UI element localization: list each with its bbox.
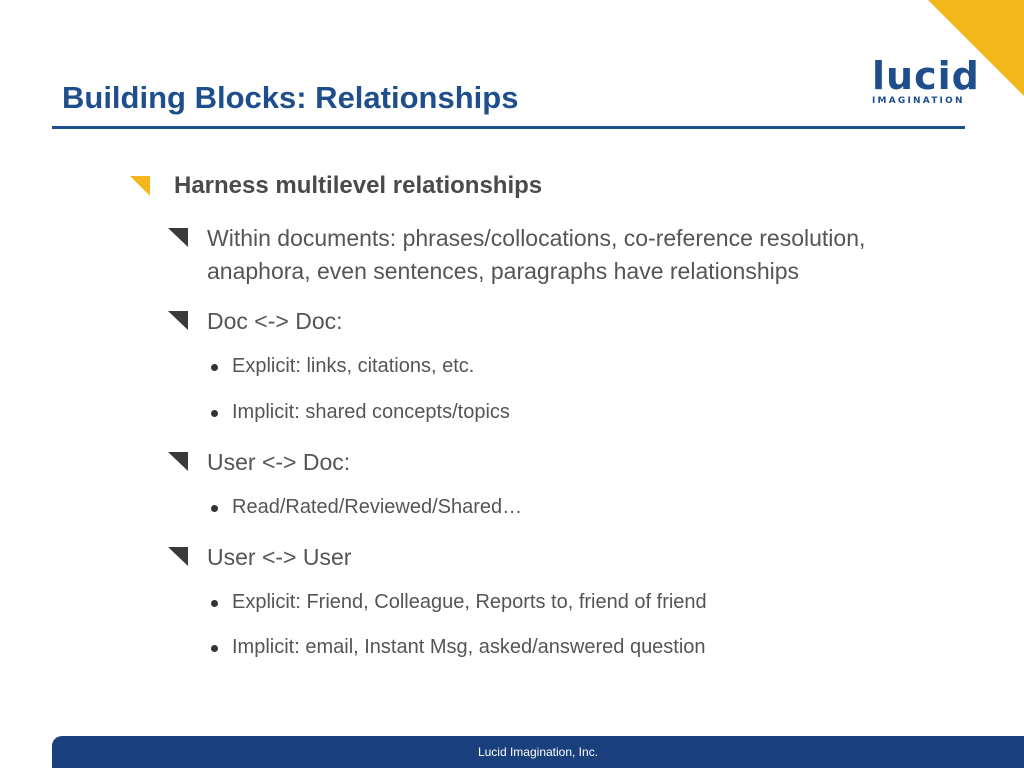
bullet-user-doc-item: Read/Rated/Reviewed/Shared… [232,496,523,518]
level2-bullet-icon [168,452,188,471]
bullet-doc-doc-implicit: Implicit: shared concepts/topics [232,401,510,423]
footer-bar [52,736,1024,768]
level1-bullet-icon [130,176,150,196]
level3-bullet-dot [211,600,218,607]
level2-bullet-icon [168,228,188,247]
bullet-within-docs-line2: anaphora, even sentences, paragraphs have relationships [207,258,800,284]
footer-text: Lucid Imagination, Inc. [477,745,599,759]
bullet-user-user: User <-> User [207,544,352,570]
level3-bullet-dot [211,505,218,512]
bullet-user-user-implicit: Implicit: email, Instant Msg, asked/answered question [232,636,706,658]
level3-bullet-dot [211,364,218,371]
bullet-within-docs-line1: Within documents: phrases/collocations, co-reference resolution, [207,225,866,251]
level2-bullet-icon [168,311,188,330]
level3-bullet-dot [211,410,218,417]
company-logo [872,54,980,106]
bullet-heading: Harness multilevel relationships [174,172,543,199]
level3-bullet-dot [211,645,218,652]
slide-title: Building Blocks: Relationships [62,80,519,115]
logo-wordmark: lucid [872,54,980,98]
bullet-user-doc: User <-> Doc: [207,449,351,475]
bullet-doc-doc-explicit: Explicit: links, citations, etc. [232,355,475,377]
level2-bullet-icon [168,547,188,566]
bullet-doc-doc: Doc <-> Doc: [207,308,343,334]
logo-subtitle: IMAGINATION [872,96,965,106]
bullet-user-user-explicit: Explicit: Friend, Colleague, Reports to, friend of friend [232,591,707,613]
title-underline [52,126,965,129]
